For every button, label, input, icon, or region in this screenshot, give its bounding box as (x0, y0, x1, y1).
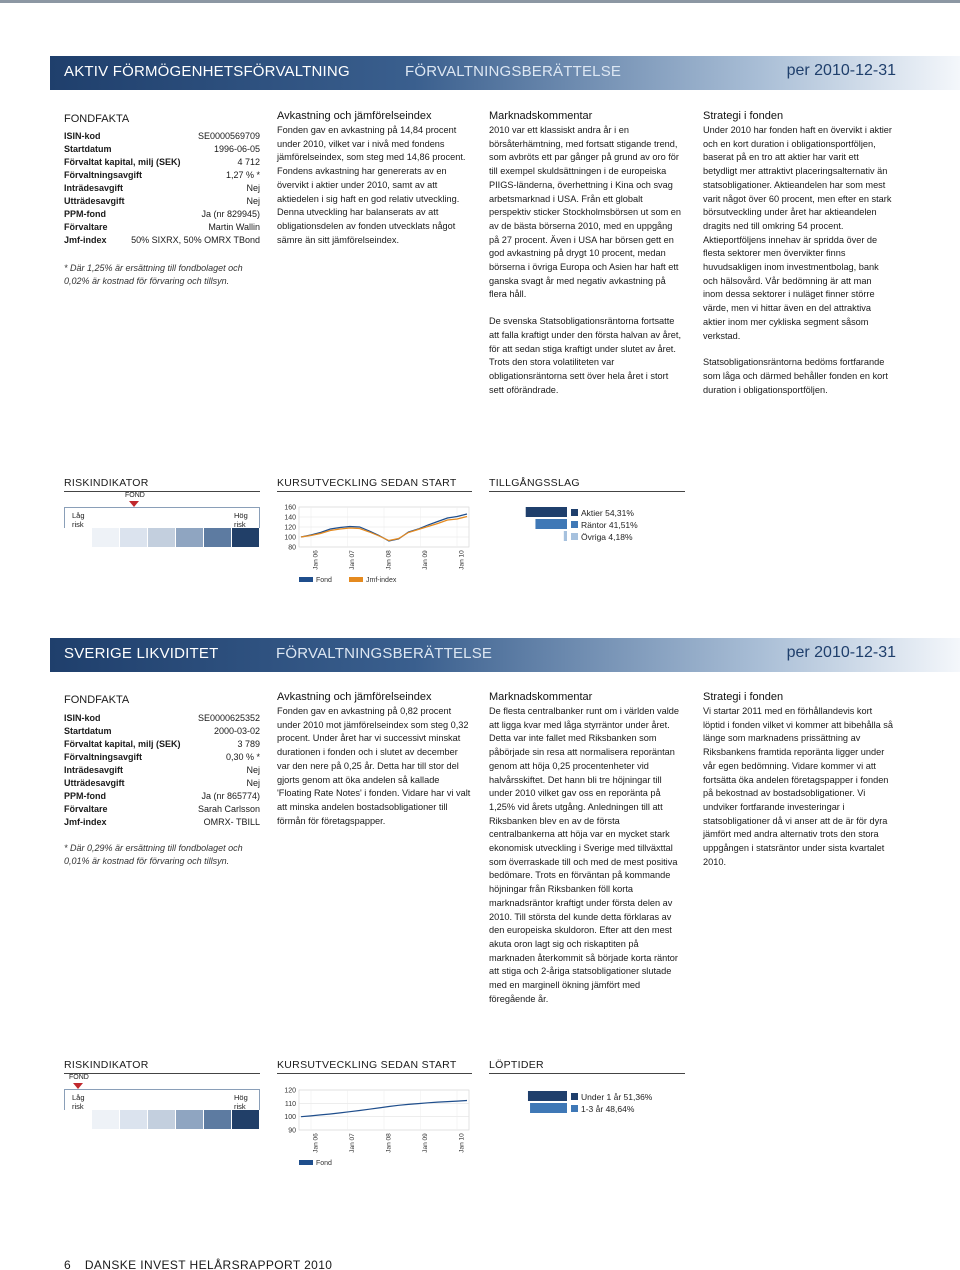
fondfakta-value: Nej (246, 196, 260, 206)
risk-level-cell (148, 1110, 176, 1129)
alloc-chart-svg (489, 506, 685, 546)
fund2-strategi-text: Vi startar 2011 med en förhållandevis kort löptid i fonden vilket vi kommer att bibehålla så länge som marknadens prissättning av Riksbankens framtida reporänta ligger under vår egen bedömning. Vidare kommer vi att fortsätta öka andelen företagspapper i fonden på bekostnad av bostadsobligationer. Vi undviker fortfarande investeringar i statsobligationer då vi anser att de är för dyra jämfört med andra alternativ trots den stora uppgången i statsräntor under sista kvartalet 2010. (703, 706, 893, 867)
fondfakta-value: Sarah Carlsson (197, 804, 260, 814)
fund2-alloc-title: LÖPTIDER (489, 1059, 544, 1071)
fund2-strategi-title: Strategi i fonden (703, 691, 784, 703)
fund1-strategi-p2: Statsobligationsräntorna bedöms fortfarande som låga och därmed behåller fonden en kort duration i obligationsportföljen. (703, 357, 888, 395)
alloc-bar (535, 519, 567, 529)
x-tick-label: Jan 08 (385, 1133, 393, 1153)
fund1-marknad (489, 109, 685, 397)
risk-level-cell (64, 1110, 92, 1129)
risk-scale-frame (64, 507, 260, 529)
fund1-fondfakta-note: * Där 1,25% är ersättning till fondbolaget och 0,02% är kostnad för förvaring och tillsyn. (64, 263, 243, 286)
risk-scale (64, 528, 260, 547)
fondfakta-label: Förvaltningsavgift (64, 752, 143, 762)
risk-level-cell (120, 528, 148, 547)
fund1-alloc-rule (489, 491, 685, 492)
risk-level-cell (204, 528, 232, 547)
risk-level-cell (232, 528, 260, 547)
fondfakta-label: Förvaltat kapital, milj (SEK) (64, 157, 181, 167)
fondfakta-label: Jmf-index (64, 235, 107, 245)
fund1-kurs-title: KURSUTVECKLING SEDAN START (277, 477, 457, 489)
risk-level-cell (64, 528, 92, 547)
fund2-alloc-chart (489, 1090, 685, 1130)
footer-text: DANSKE INVEST HELÅRSRAPPORT 2010 (84, 1258, 333, 1270)
fondfakta-label: Startdatum (64, 726, 112, 736)
alloc-bar (526, 507, 567, 517)
x-tick-label: Jan 06 (312, 550, 320, 570)
fondfakta-value: Ja (nr 829945) (201, 209, 260, 219)
fund1-alloc-title: TILLGÅNGSSLAG (489, 477, 580, 489)
fondfakta-label: Förvaltningsavgift (64, 170, 143, 180)
x-tick-label: Jan 07 (349, 550, 356, 570)
legend-swatch (571, 1105, 578, 1112)
alloc-bar (528, 1091, 567, 1101)
risk-level-cell (204, 1110, 232, 1129)
x-tick-label: Jan 09 (422, 1133, 429, 1153)
alloc-label: 1-3 år 48,64% (581, 1104, 635, 1114)
fund2-fondfakta-title: FONDFAKTA (64, 694, 130, 706)
fund2-kurs-title: KURSUTVECKLING SEDAN START (277, 1059, 457, 1071)
fondfakta-label: Inträdesavgift (64, 765, 124, 775)
legend-label: Jmf-index (366, 577, 397, 584)
fondfakta-label: Förvaltat kapital, milj (SEK) (64, 739, 181, 749)
fund2-avkastning-text: Fonden gav en avkastning på 0,82 procent under 2010 mot jämförelseindex som steg 0,32 procent. Under året har vi successivt minskat durationen i fonden och i slutet av december var den nere på 0,25 år. Detta har till stor del gjorts genom att öka andelen så kallade 'Floating Rate Notes' i fonden. Vidare har vi valt att minska andelen bostadsobligationer till förmån för företagspapper. (277, 706, 471, 826)
fondfakta-value: OMRX- TBILL (203, 817, 260, 827)
fund1-strategi-title: Strategi i fonden (703, 110, 784, 122)
fondfakta-value: Nej (246, 778, 260, 788)
y-tick-label: 120 (284, 524, 296, 532)
legend-swatch (571, 509, 578, 516)
fondfakta-value: 1996-06-05 (213, 144, 260, 154)
x-tick-label: Jan 10 (458, 1133, 466, 1153)
legend-swatch (571, 1093, 578, 1100)
risk-fond-label: FOND (125, 492, 145, 499)
fund1-risk-rule (64, 491, 260, 492)
legend-swatch (571, 533, 578, 540)
fondfakta-value: 2000-03-02 (213, 726, 260, 736)
fondfakta-row (64, 803, 260, 816)
fund1-marknad-p1: 2010 var ett klassiskt andra år i en börsåterhämtning, med fortsatt stigande trend, som avbröts ett par gånger på grund av oro för till exempel skuldsättningen i de europeiska PIIGS-länderna, överhettning i Kina och svag arbetsmarknad i USA. Från ett globalt perspektiv sticker Stockholmsbörsen ut som en av de bästa börserna 2010, med en uppgång på 27 procent. Även i USA har börsen gett en god avkastning på drygt 10 procent, medan börserna i övriga Europa och Asien har haft ett ganska svagt år med negativ avkastning på flera håll. (489, 125, 681, 300)
fondfakta-label: Inträdesavgift (64, 183, 124, 193)
fund2-risk-rule (64, 1073, 260, 1074)
fund2-banner (50, 638, 960, 672)
fondfakta-label: Jmf-index (64, 817, 107, 827)
risk-scale-frame (64, 1089, 260, 1111)
top-rule (0, 0, 960, 3)
fund1-subtitle: FÖRVALTNINGSBERÄTTELSE (405, 63, 622, 80)
fund1-marknad-p2: De svenska Statsobligationsräntorna fortsatte att falla kraftigt under den första halvan av året, för att sedan stiga kraftigt under slutet av året. Trots den stora volatiliteten var obligationsräntorna sett över hela året i stort sett oförändrade. (489, 316, 682, 395)
fondfakta-row (64, 156, 260, 169)
x-tick-label: Jan 10 (458, 550, 466, 570)
legend-label: Fond (316, 577, 332, 584)
fondfakta-row (64, 816, 260, 829)
fund2-subtitle: FÖRVALTNINGSBERÄTTELSE (276, 645, 493, 662)
line-chart-svg (277, 1086, 472, 1168)
risk-level-cell (148, 528, 176, 547)
fondfakta-value: SE0000625352 (197, 713, 260, 723)
legend-swatch (349, 577, 363, 582)
risk-marker-arrow (129, 501, 139, 507)
fondfakta-value: 50% SIXRX, 50% OMRX TBond (131, 235, 260, 245)
fund1-avkastning (277, 109, 472, 247)
fund1-strategi (703, 109, 893, 397)
y-tick-label: 120 (284, 1087, 296, 1095)
legend-label: Fond (316, 1160, 332, 1167)
fondfakta-row (64, 221, 260, 234)
fund2-strategi (703, 690, 893, 869)
fund1-avkastning-text: Fonden gav en avkastning på 14,84 procent under 2010, vilket var i nivå med fondens jämförelseindex, som steg med 14,86 procent. Fondens avkastning har genererats av en övervikt i aktier under 2010, samt av att aktiedelen i sig haft en god relativ utveckling. Denna utveckling har balanserats av att obligationsdelen av fonden utvecklats något sämre än sitt jämförelseindex. (277, 125, 466, 245)
fondfakta-row (64, 725, 260, 738)
fund2-avkastning-title: Avkastning och jämförelseindex (277, 691, 432, 703)
fund1-strategi-p1: Under 2010 har fonden haft en övervikt i aktier och en kort duration i obligationsportföljen, baserat på en tro att aktier har varit ett betydligt mer attraktivt placeringsalternativ än statsobligationer. Aktieandelen har som mest varit något över 60 procent, men efter en stark börsutveckling under året har aktieandelen dragits ned till omkring 54 procent. Aktieportföljens innehav är spridda över de flesta sektorer men övervikter finns huvudsakligen inom investmentbolag, bank och hälsovård. Vår bedömning är att man inom dessa sektorer i nuläget finner större värde, men vi hittar även en del attraktiva aktier inom mer cykliska segment såsom verkstad. (703, 125, 892, 341)
fondfakta-row (64, 169, 260, 182)
fund1-banner (50, 56, 960, 90)
fund2-date: per 2010-12-31 (786, 644, 896, 661)
alloc-bar (564, 531, 567, 541)
risk-low-label: Låg risk (72, 1093, 85, 1111)
fondfakta-label: Utträdesavgift (64, 778, 125, 788)
y-tick-label: 160 (284, 504, 296, 512)
fund2-marknad (489, 690, 685, 1006)
fondfakta-value: 0,30 % * (225, 752, 260, 762)
alloc-chart-svg (489, 1090, 685, 1118)
fondfakta-row (64, 751, 260, 764)
risk-level-cell (92, 1110, 120, 1129)
y-tick-label: 140 (284, 514, 296, 522)
fondfakta-value: Nej (246, 765, 260, 775)
fund2-marknad-title: Marknadskommentar (489, 691, 593, 703)
risk-level-cell (232, 1110, 260, 1129)
fondfakta-row (64, 777, 260, 790)
alloc-label: Övriga 4,18% (581, 532, 633, 542)
fondfakta-label: Startdatum (64, 144, 112, 154)
risk-level-cell (120, 1110, 148, 1129)
fondfakta-label: ISIN-kod (64, 131, 101, 141)
fondfakta-value: Nej (246, 183, 260, 193)
fondfakta-value: 4 712 (237, 157, 260, 167)
fund2-title: SVERIGE LIKVIDITET (64, 645, 219, 662)
fund2-fondfakta-note: * Där 0,29% är ersättning till fondbolaget och 0,01% är kostnad för förvaring och tillsyn. (64, 843, 243, 866)
fondfakta-value: Martin Wallin (208, 222, 260, 232)
x-tick-label: Jan 09 (422, 550, 429, 570)
risk-scale (64, 1110, 260, 1129)
y-tick-label: 90 (288, 1127, 296, 1135)
fondfakta-label: Förvaltare (64, 222, 108, 232)
fund2-kurs-chart (277, 1086, 472, 1168)
alloc-label: Aktier 54,31% (581, 508, 634, 518)
alloc-label: Under 1 år 51,36% (581, 1092, 653, 1102)
risk-level-cell (176, 528, 204, 547)
risk-high-label: Hög risk (234, 511, 248, 529)
legend-swatch (571, 521, 578, 528)
fund1-date: per 2010-12-31 (786, 62, 896, 79)
fund1-kurs-chart (277, 503, 472, 585)
fund1-avkastning-title: Avkastning och jämförelseindex (277, 110, 432, 122)
risk-low-label: Låg risk (72, 511, 85, 529)
fondfakta-row (64, 130, 260, 143)
fund1-title: AKTIV FÖRMÖGENHETSFÖRVALTNING (64, 63, 350, 80)
risk-fond-label: FOND (69, 1074, 89, 1081)
x-tick-label: Jan 06 (312, 1133, 320, 1153)
fund1-marknad-title: Marknadskommentar (489, 110, 593, 122)
fund2-alloc-rule (489, 1073, 685, 1074)
fondfakta-row (64, 712, 260, 725)
fondfakta-label: PPM-fond (64, 791, 106, 801)
page-number: 6 (64, 1258, 72, 1270)
fondfakta-row (64, 195, 260, 208)
fondfakta-row (64, 764, 260, 777)
fund1-risk-title: RISKINDIKATOR (64, 477, 149, 489)
y-tick-label: 110 (284, 1100, 296, 1108)
legend-swatch (299, 577, 313, 582)
fondfakta-row (64, 738, 260, 751)
fondfakta-value: 3 789 (237, 739, 260, 749)
fondfakta-row (64, 143, 260, 156)
fondfakta-row (64, 182, 260, 195)
fund1-fondfakta-title: FONDFAKTA (64, 113, 130, 125)
risk-marker-arrow (73, 1083, 83, 1089)
fund2-marknad-text: De flesta centralbanker runt om i världen valde att ligga kvar med låga styrräntor under året. Detta var inte fallet med Riksbanken som påbörjade sin resa att normalisera reporäntan genom att höja 0,25 procentenheter vid halvårsskiftet. Det hann bli tre höjningar till under 2010 vilket gav oss en reporänta på 1,25% vid årets utgång. Anledningen till att Riksbanken blev en av de första centralbankerna att höja var en mycket stark ekonomisk utveckling i Sverige med tillväxttal som överraskade till och med de mest positiva bedömare. Trots en förväntan på kommande höjningar från Riksbanken föll korta marknadsräntor kraftigt under första delen av 2010. Till största del kunde detta förklaras av den europeiska skuldoron. Efter att den mest akuta oron lagt sig och riskaptiten på marknaden återkommit så började korta räntor att stiga och 2-åriga statsobligationer slutade med en marginell ökning jämfört med föregående år. (489, 706, 679, 1004)
y-tick-label: 80 (288, 544, 296, 552)
x-tick-label: Jan 07 (349, 1133, 356, 1153)
fund2-kurs-rule (277, 1073, 472, 1074)
fondfakta-value: 1,27 % * (225, 170, 260, 180)
risk-level-cell (92, 528, 120, 547)
fondfakta-label: PPM-fond (64, 209, 106, 219)
fondfakta-label: ISIN-kod (64, 713, 101, 723)
fondfakta-value: SE0000569709 (197, 131, 260, 141)
fondfakta-label: Förvaltare (64, 804, 108, 814)
alloc-label: Räntor 41,51% (581, 520, 638, 530)
fund2-risk-title: RISKINDIKATOR (64, 1059, 149, 1071)
y-tick-label: 100 (284, 1114, 296, 1122)
line-chart-svg (277, 503, 472, 585)
legend-swatch (299, 1160, 313, 1165)
footer (64, 1258, 332, 1270)
fund1-alloc-chart (489, 506, 685, 566)
risk-level-cell (176, 1110, 204, 1129)
fondfakta-row (64, 790, 260, 803)
alloc-bar (530, 1103, 567, 1113)
fondfakta-value: Ja (nr 865774) (201, 791, 260, 801)
fund2-avkastning (277, 690, 472, 828)
y-tick-label: 100 (284, 534, 296, 542)
fondfakta-row (64, 208, 260, 221)
x-tick-label: Jan 08 (385, 550, 393, 570)
fondfakta-label: Utträdesavgift (64, 196, 125, 206)
fondfakta-row (64, 234, 260, 247)
fund1-kurs-rule (277, 491, 472, 492)
risk-high-label: Hög risk (234, 1093, 248, 1111)
